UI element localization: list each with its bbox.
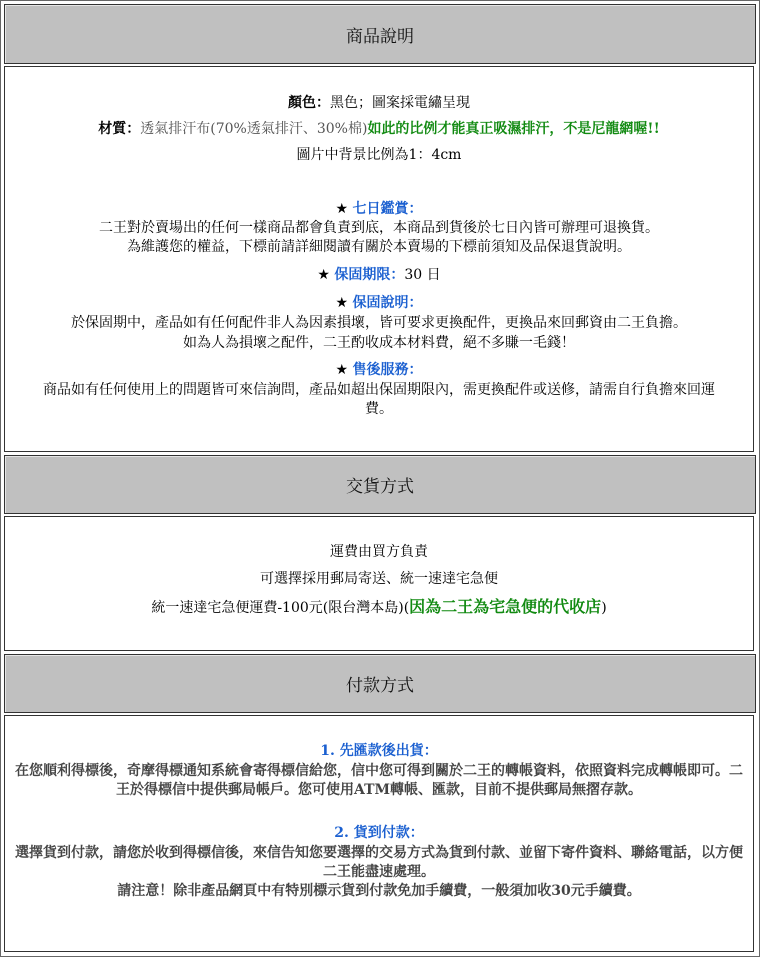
material-highlight: 如此的比例才能真正吸濕排汗，不是尼龍網喔!! [367, 121, 660, 137]
warranty-desc-title: 保固說明： [352, 295, 423, 311]
section-header-product [4, 4, 756, 64]
service-heading [5, 361, 753, 380]
material-value: 透氣排汗布(70%透氣排汗、30%棉) [140, 121, 368, 137]
method-2-title: 2. 貨到付款： [334, 825, 424, 841]
appraisal-heading [5, 200, 753, 219]
product-panel [4, 66, 754, 452]
star-icon: ★ [317, 267, 330, 283]
star-icon: ★ [335, 362, 349, 378]
service-title: 售後服務： [352, 362, 423, 378]
section-title-delivery: 交貨方式 [346, 477, 414, 497]
warranty-desc-heading [5, 294, 753, 313]
appraisal-title: 七日鑑賞： [352, 201, 423, 217]
delivery-line-3-prefix: 統一速達宅急便運費-100元(限台灣本島)( [151, 600, 410, 616]
delivery-line-1: 運費由買方負責 [330, 544, 428, 560]
color-value: 黑色；圖案採電繡呈現 [330, 95, 470, 111]
section-title-product: 商品說明 [346, 26, 414, 47]
warranty-desc-text-2: 如為人為損壞之配件，二王酌收成本材料費，絕不多賺一毛錢！ [183, 335, 575, 351]
payment-panel [4, 715, 754, 952]
warranty-period-title: 保固期限： [334, 267, 405, 283]
star-icon: ★ [335, 201, 349, 217]
appraisal-text-1: 二王對於賣場出的任何一樣商品都會負責到底，本商品到貨後於七日內皆可辦理可退換貨。 [99, 220, 659, 236]
payment-notice: 請注意！除非產品網頁中有特別標示貨到付款免加手續費，一般須加收30元手續費。 [117, 883, 641, 899]
warranty-period-row [5, 266, 753, 285]
method-1-title: 1. 先匯款後出貨： [320, 743, 438, 759]
material-label: 材質： [98, 121, 141, 137]
method-1-text: 在您順利得標後，奇摩得標通知系統會寄得標信給您，信中您可得到關於二王的轉帳資料，依照資料完成轉帳即可。二王於得標信中提供郵局帳戶。您可使用ATM轉帳、匯款，目前不提供郵局無摺存款。 [15, 763, 743, 798]
color-label: 顏色： [288, 95, 330, 111]
delivery-line-3 [5, 597, 753, 618]
scale-note: 圖片中背景比例為1：4cm [296, 147, 462, 163]
delivery-line-3-highlight: 因為二王為宅急便的代收店 [409, 597, 602, 616]
warranty-period-value: 30 日 [404, 267, 441, 283]
appraisal-text-2: 為維護您的權益，下標前請詳細閱讀有關於本賣場的下標前須知及品保退貨說明。 [127, 239, 631, 255]
section-header-payment [4, 654, 756, 713]
method-2-text: 選擇貨到付款，請您於收到得標信後，來信告知您要選擇的交易方式為貨到付款、並留下寄件資料、聯絡電話，以方便二王能盡速處理。 [15, 845, 743, 880]
star-icon: ★ [335, 295, 349, 311]
delivery-panel [4, 516, 754, 651]
section-title-payment: 付款方式 [346, 676, 414, 696]
warranty-desc-text-1: 於保固期中，產品如有任何配件非人為因素損壞，皆可要求更換配件，更換品來回郵資由二王負擔。 [71, 315, 687, 331]
delivery-line-2: 可選擇採用郵局寄送、統一速達宅急便 [260, 571, 498, 587]
service-text: 商品如有任何使用上的問題皆可來信詢問，產品如超出保固期限內，需更換配件或送修，請需自行負擔來回運費。 [43, 382, 715, 417]
color-row [5, 94, 753, 113]
material-row [5, 120, 753, 139]
delivery-line-3-suffix: ) [601, 600, 607, 616]
section-header-delivery [4, 455, 756, 514]
